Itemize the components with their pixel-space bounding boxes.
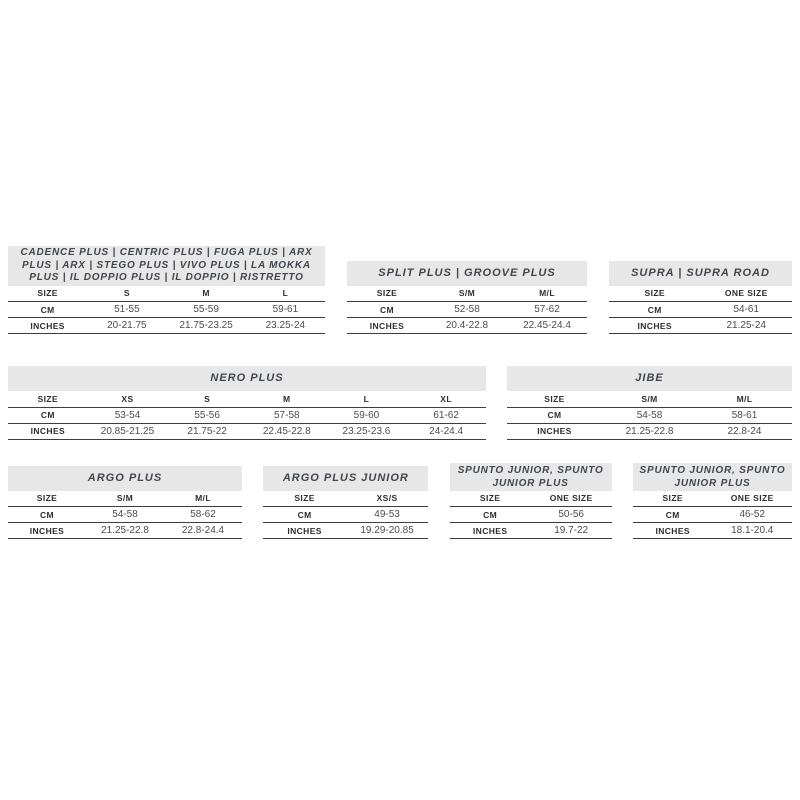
- size-grid: [609, 286, 792, 335]
- cell-value: XS/S: [376, 493, 398, 504]
- cell-value: 22.8-24.4: [181, 525, 225, 536]
- cell-value: 59-61: [272, 304, 299, 315]
- cell-value: 20.85-21.25: [100, 425, 155, 437]
- size-table-argo-plus: [8, 466, 242, 540]
- table-title: JIBE: [507, 366, 792, 391]
- charts-row-2: [8, 366, 792, 440]
- size-table-spunto-junior-2: [633, 463, 792, 540]
- row-label: CM: [665, 509, 680, 520]
- cell-value: 23.25-24: [265, 320, 306, 331]
- row-label: SIZE: [36, 493, 58, 504]
- size-table-argo-plus-junior: [263, 466, 428, 540]
- table-title: ARGO PLUS JUNIOR: [263, 466, 428, 491]
- row-label: SIZE: [662, 493, 683, 504]
- size-table-supra: [609, 261, 792, 335]
- cell-value: ONE SIZE: [549, 493, 593, 504]
- row-label: SIZE: [37, 288, 58, 299]
- inches-row: [8, 423, 486, 439]
- inches-row: [507, 423, 792, 439]
- cell-value: XL: [440, 393, 452, 404]
- cm-row: [507, 407, 792, 423]
- cm-row: [8, 407, 486, 423]
- cm-row: [347, 302, 587, 318]
- cell-value: 59-60: [353, 409, 380, 421]
- cell-value: 57-58: [274, 409, 300, 421]
- row-label: CM: [483, 509, 498, 520]
- row-label: CM: [647, 304, 662, 315]
- size-grid: [8, 491, 242, 540]
- cell-value: M: [283, 393, 291, 404]
- cell-value: S: [204, 393, 211, 404]
- row-label: INCHES: [655, 525, 690, 536]
- cell-value: 22.45-22.8: [262, 425, 311, 437]
- size-table-spunto-junior-1: [450, 463, 612, 540]
- size-table-jibe: [507, 366, 792, 440]
- cell-value: 49-53: [374, 509, 400, 520]
- size-grid: [263, 491, 428, 540]
- row-label: CM: [379, 304, 395, 315]
- row-label: INCHES: [287, 525, 322, 536]
- cell-value: 54-61: [733, 304, 760, 315]
- size-table-cadence-group: [8, 246, 325, 334]
- inches-row: [609, 318, 792, 334]
- size-row: [263, 491, 428, 507]
- cell-value: 58-62: [190, 509, 216, 520]
- cell-value: 21.25-22.8: [625, 425, 674, 437]
- cell-value: 19.7-22: [554, 525, 589, 536]
- cell-value: 61-62: [433, 409, 459, 421]
- row-label: SIZE: [644, 288, 665, 299]
- row-label: SIZE: [294, 493, 315, 504]
- cell-value: M: [202, 288, 210, 299]
- cell-value: 52-58: [454, 304, 480, 315]
- cell-value: 57-62: [534, 304, 560, 315]
- cell-value: 21.25-22.8: [101, 525, 149, 536]
- inches-row: [8, 523, 242, 539]
- cell-value: 55-59: [193, 304, 219, 315]
- cell-value: 20.4-22.8: [445, 320, 489, 331]
- cell-value: 20-21.75: [107, 320, 147, 331]
- cell-value: 21.75-23.25: [179, 320, 233, 331]
- row-label: SIZE: [479, 493, 501, 504]
- cell-value: S/M: [641, 393, 658, 404]
- cell-value: 19.29-20.85: [360, 525, 414, 536]
- inches-row: [633, 523, 792, 539]
- row-label: INCHES: [30, 320, 65, 331]
- cell-value: 46-52: [739, 509, 766, 520]
- size-row: [8, 491, 242, 507]
- row-label: INCHES: [29, 525, 65, 536]
- cell-value: 23.25-23.6: [342, 425, 391, 437]
- row-label: INCHES: [537, 426, 572, 436]
- size-grid: [347, 286, 587, 335]
- size-grid: [8, 286, 325, 335]
- cell-value: 18.1-20.4: [731, 525, 774, 536]
- cell-value: 54-58: [636, 409, 663, 421]
- cm-row: [609, 302, 792, 318]
- cell-value: S/M: [458, 288, 476, 299]
- cm-row: [633, 507, 792, 523]
- row-label: SIZE: [544, 393, 565, 404]
- row-label: INCHES: [369, 320, 405, 331]
- inches-row: [450, 523, 612, 539]
- row-label: CM: [547, 410, 562, 420]
- cell-value: 24-24.4: [429, 425, 464, 437]
- table-title: SPLIT PLUS | GROOVE PLUS: [347, 261, 587, 286]
- cell-value: 22.45-24.4: [523, 320, 571, 331]
- cell-value: L: [282, 288, 289, 299]
- table-title: SUPRA | SUPRA ROAD: [609, 261, 792, 286]
- size-table-split-groove: [347, 261, 587, 335]
- inches-row: [8, 318, 325, 334]
- table-title: ARGO PLUS: [8, 466, 242, 491]
- cell-value: S: [123, 288, 130, 299]
- cell-value: 54-58: [112, 509, 138, 520]
- size-row: [507, 391, 792, 407]
- cell-value: S/M: [116, 493, 134, 504]
- inches-row: [263, 523, 428, 539]
- size-row: [8, 391, 486, 407]
- size-table-nero-plus: [8, 366, 486, 440]
- size-grid: [8, 391, 486, 440]
- size-row: [8, 286, 325, 302]
- size-row: [609, 286, 792, 302]
- size-grid: [507, 391, 792, 440]
- cell-value: 58-61: [731, 409, 758, 421]
- row-label: CM: [39, 509, 55, 520]
- row-label: CM: [40, 410, 55, 420]
- cell-value: 53-54: [114, 409, 141, 421]
- cm-row: [263, 507, 428, 523]
- cell-value: 55-56: [194, 409, 220, 421]
- row-label: CM: [297, 509, 312, 520]
- cell-value: XS: [121, 393, 134, 404]
- row-label: SIZE: [37, 393, 59, 404]
- size-grid: [450, 491, 612, 540]
- table-title: SPUNTO JUNIOR, SPUNTO JUNIOR PLUS: [633, 463, 792, 491]
- inches-row: [347, 318, 587, 334]
- cell-value: M/L: [539, 288, 555, 299]
- cell-value: 22.8-24: [727, 425, 762, 437]
- cell-value: 21.75-22: [187, 425, 227, 437]
- row-label: INCHES: [30, 426, 66, 436]
- row-label: CM: [40, 304, 55, 315]
- cell-value: L: [363, 393, 370, 404]
- table-title: SPUNTO JUNIOR, SPUNTO JUNIOR PLUS: [450, 463, 612, 491]
- cm-row: [8, 507, 242, 523]
- cell-value: M/L: [736, 393, 753, 404]
- cell-value: ONE SIZE: [724, 288, 768, 299]
- cell-value: 50-56: [558, 509, 584, 520]
- row-label: SIZE: [376, 288, 398, 299]
- row-label: INCHES: [472, 525, 508, 536]
- charts-row-3: [8, 463, 792, 540]
- size-row: [450, 491, 612, 507]
- size-row: [347, 286, 587, 302]
- size-row: [633, 491, 792, 507]
- cm-row: [450, 507, 612, 523]
- cm-row: [8, 302, 325, 318]
- cell-value: 51-55: [114, 304, 140, 315]
- cell-value: 21.25-24: [726, 320, 766, 331]
- charts-row-1: [8, 246, 792, 334]
- cell-value: ONE SIZE: [730, 493, 774, 504]
- row-label: INCHES: [637, 320, 673, 331]
- table-title: NERO PLUS: [8, 366, 486, 391]
- table-title: CADENCE PLUS | CENTRIC PLUS | FUGA PLUS | ARX PLUS | ARX | STEGO PLUS | VIVO PLUS | LA MOKKA PLUS | IL DOPPIO PLUS | IL DOPPIO | RISTRETTO: [8, 246, 325, 286]
- cell-value: M/L: [195, 493, 211, 504]
- size-grid: [633, 491, 792, 540]
